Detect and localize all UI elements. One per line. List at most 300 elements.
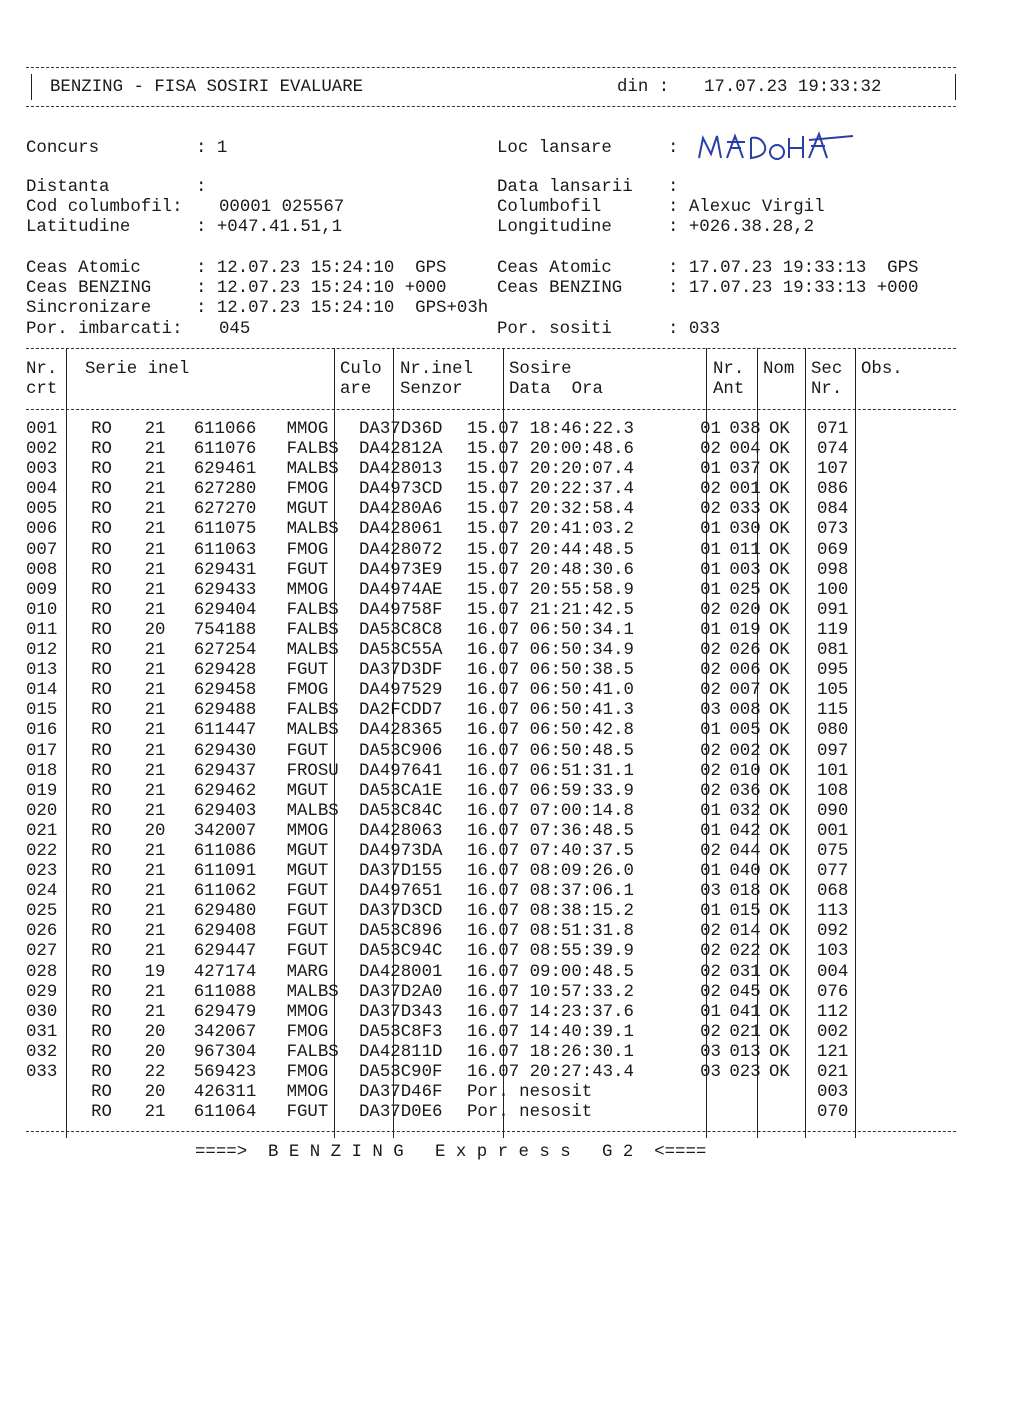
sositi-label: Por. sositi	[497, 319, 612, 339]
row-arrival: 16.07 18:26:30.1	[467, 1042, 634, 1062]
row-country: RO	[91, 661, 112, 681]
row-arrival: Por. nesosit	[467, 1083, 593, 1103]
table-row	[26, 1103, 877, 1123]
row-sensor: DA53C8F3	[359, 1022, 443, 1042]
row-arrival: 15.07 20:00:48.6	[467, 440, 634, 460]
row-color: GUT	[297, 1103, 329, 1123]
row-country: RO	[91, 540, 112, 560]
clock-left	[26, 259, 488, 340]
table-row	[26, 1083, 877, 1103]
row-year: 21	[144, 721, 166, 741]
row-sec: OK	[769, 962, 790, 982]
row-nr: 006	[26, 520, 58, 540]
row-obs: 108	[817, 781, 849, 801]
row-nom: 019	[729, 620, 761, 640]
row-sensor: DA2FCDD7	[359, 701, 443, 721]
table-row	[26, 561, 877, 581]
col-nrinel-2: Senzor	[400, 380, 463, 399]
row-nr: 005	[26, 500, 58, 520]
row-nom: 003	[729, 560, 761, 580]
row-ring: 627254	[193, 641, 257, 661]
row-ant: 01	[700, 560, 721, 580]
row-nr: 003	[26, 460, 58, 480]
row-nr: 002	[26, 440, 58, 460]
col-culoare-1: Culo	[340, 360, 382, 379]
row-arrival: 16.07 06:50:41.3	[467, 701, 634, 721]
row-ant	[671, 1083, 721, 1103]
row-nom: 014	[729, 922, 761, 942]
row-country: RO	[91, 1002, 112, 1022]
row-nr: 004	[26, 480, 58, 500]
concurs-label: Concurs	[26, 139, 100, 158]
row-sex: F	[286, 942, 297, 962]
row-year: 20	[144, 1042, 166, 1062]
row-country: RO	[91, 520, 112, 540]
row-arrival: 16.07 08:55:39.9	[467, 942, 634, 962]
col-sec-2: Nr.	[811, 380, 843, 399]
row-color: ALBS	[297, 801, 339, 821]
row-arrival: 16.07 08:38:15.2	[467, 902, 634, 922]
row-sec: OK	[769, 741, 790, 761]
row-obs: 076	[817, 982, 849, 1002]
row-nom: 018	[729, 882, 761, 902]
row-sec: OK	[769, 922, 790, 942]
row-sex: M	[286, 641, 297, 661]
row-country: RO	[91, 1042, 112, 1062]
row-ring: 629462	[193, 781, 257, 801]
row-ring: 629479	[193, 1002, 257, 1022]
row-country: RO	[91, 641, 112, 661]
row-color: GUT	[297, 942, 329, 962]
row-year: 21	[144, 1103, 166, 1123]
row-nom: 042	[729, 821, 761, 841]
ceas-atomic-right-label: Ceas Atomic	[497, 259, 612, 278]
header-left-border	[31, 74, 32, 100]
row-country: RO	[91, 801, 112, 821]
row-ant: 02	[700, 761, 721, 781]
row-nr	[26, 1103, 66, 1123]
ceas-atomic-right-value: : 17.07.23 19:33:13 GPS	[668, 259, 919, 278]
row-arrival: 15.07 20:48:30.6	[467, 560, 634, 580]
header-top-rule	[26, 67, 956, 68]
table-row	[26, 782, 877, 802]
row-ring: 611064	[193, 1103, 257, 1123]
row-sex: F	[286, 1022, 297, 1042]
row-ant: 01	[700, 902, 721, 922]
row-arrival: 16.07 08:37:06.1	[467, 882, 634, 902]
row-ring: 611063	[193, 540, 257, 560]
row-ant: 02	[700, 600, 721, 620]
row-ant: 02	[700, 641, 721, 661]
imbarcati-value: 045	[219, 319, 251, 339]
row-sex: M	[286, 520, 297, 540]
report-date: 17.07.23 19:33:32	[704, 78, 882, 97]
row-sensor: DA37D155	[359, 862, 443, 882]
report-title: BENZING - FISA SOSIRI EVALUARE	[50, 78, 364, 97]
row-nr: 033	[26, 1063, 58, 1082]
row-sensor: DA4973CD	[359, 480, 443, 500]
row-country: RO	[91, 701, 112, 721]
row-color: GUT	[297, 902, 329, 922]
row-nr: 024	[26, 882, 58, 902]
footer-banner: ====> B E N Z I N G E x p r e s s G 2 <====	[195, 1143, 707, 1162]
row-sensor: DA428365	[359, 721, 443, 741]
col-culoare-2: are	[340, 380, 372, 399]
row-ring: 629458	[193, 681, 257, 701]
row-arrival: 16.07 08:51:31.8	[467, 922, 634, 942]
row-year: 21	[144, 600, 166, 620]
loc-lansare-label: Loc lansare	[497, 139, 612, 158]
row-ring: 629447	[193, 942, 257, 962]
row-nom: 001	[729, 480, 761, 500]
row-obs: 091	[817, 600, 849, 620]
header-bottom-rule	[26, 106, 956, 107]
row-arrival: 15.07 20:32:58.4	[467, 500, 634, 520]
row-sensor: DA53C55A	[359, 641, 443, 661]
table-row	[26, 1063, 877, 1083]
row-country: RO	[91, 962, 112, 982]
row-country: RO	[91, 721, 112, 741]
table-row	[26, 882, 877, 902]
row-color: MOG	[297, 540, 329, 560]
row-sec: OK	[769, 440, 790, 460]
row-ring: 611076	[193, 440, 257, 460]
row-sensor: DA53C896	[359, 922, 443, 942]
row-country: RO	[91, 942, 112, 962]
row-sex: F	[286, 540, 297, 560]
row-color: MOG	[297, 1002, 329, 1022]
table-row	[26, 721, 877, 741]
row-ring: 611062	[193, 882, 257, 902]
row-sensor: DA42811D	[359, 1042, 443, 1062]
row-sex: F	[286, 761, 297, 781]
row-nom: 044	[729, 841, 761, 861]
row-obs: 075	[817, 841, 849, 861]
row-ant: 02	[700, 440, 721, 460]
row-nom: 002	[729, 741, 761, 761]
row-obs: 090	[817, 801, 849, 821]
row-nr: 007	[26, 540, 58, 560]
row-sec: OK	[769, 460, 790, 480]
row-color: MOG	[297, 1083, 329, 1103]
table-row	[26, 902, 877, 922]
row-nr: 023	[26, 862, 58, 882]
col-nrinel-1: Nr.inel	[400, 360, 474, 379]
row-year: 21	[144, 982, 166, 1002]
row-sec: OK	[769, 480, 790, 500]
row-ant: 01	[700, 1002, 721, 1022]
row-nom: 010	[729, 761, 761, 781]
table-row	[26, 440, 877, 460]
row-sec: OK	[769, 641, 790, 661]
row-year: 21	[144, 761, 166, 781]
row-country: RO	[91, 681, 112, 701]
loc-lansare-handwriting	[697, 128, 857, 168]
row-nom: 020	[729, 600, 761, 620]
row-sex: M	[286, 821, 297, 841]
row-obs: 092	[817, 922, 849, 942]
ceas-benzing-right-value: : 17.07.23 19:33:13 +000	[668, 279, 919, 299]
row-country: RO	[91, 1103, 112, 1123]
row-obs: 100	[817, 580, 849, 600]
col-nr-2: crt	[26, 380, 58, 399]
row-sensor: DA497529	[359, 681, 443, 701]
row-arrival: 16.07 06:50:34.9	[467, 641, 634, 661]
row-sensor: DA37D36D	[359, 420, 443, 439]
row-obs: 077	[817, 862, 849, 882]
row-sex: M	[286, 1002, 297, 1022]
row-obs: 073	[817, 520, 849, 540]
ceas-atomic-label: Ceas Atomic	[26, 259, 141, 278]
row-year: 21	[144, 560, 166, 580]
row-ant: 03	[700, 701, 721, 721]
data-lansarii-value: :	[668, 178, 679, 197]
row-arrival: 16.07 08:09:26.0	[467, 862, 634, 882]
row-sec	[769, 1083, 817, 1103]
row-ant: 02	[700, 922, 721, 942]
row-ant: 02	[700, 781, 721, 801]
row-year: 21	[144, 460, 166, 480]
cod-columbofil-value: 00001 025567	[219, 198, 345, 218]
row-sensor: DA49758F	[359, 600, 443, 620]
row-nr: 015	[26, 701, 58, 721]
row-sec: OK	[769, 841, 790, 861]
sositi-value: : 033	[668, 319, 721, 339]
row-arrival: 15.07 21:21:42.5	[467, 600, 634, 620]
ceas-benzing-value: : 12.07.23 15:24:10 +000	[196, 279, 447, 299]
row-color: MOG	[297, 821, 329, 841]
row-nom	[721, 1103, 769, 1123]
row-year: 21	[144, 801, 166, 821]
row-obs: 121	[817, 1042, 849, 1062]
row-color: GUT	[297, 922, 329, 942]
row-obs: 086	[817, 480, 849, 500]
row-sex: M	[286, 721, 297, 741]
row-nr: 025	[26, 902, 58, 922]
row-nom: 045	[729, 982, 761, 1002]
row-arrival: 15.07 20:20:07.4	[467, 460, 634, 480]
row-nom: 008	[729, 701, 761, 721]
row-nr	[26, 1083, 66, 1103]
row-year: 21	[144, 420, 166, 439]
row-sec: OK	[769, 902, 790, 922]
row-country: RO	[91, 982, 112, 1002]
row-nom: 021	[729, 1022, 761, 1042]
row-nr: 018	[26, 761, 58, 781]
row-color: MOG	[297, 681, 329, 701]
col-nom: Nom	[763, 360, 795, 379]
row-sec: OK	[769, 821, 790, 841]
row-year: 21	[144, 641, 166, 661]
table-row	[26, 701, 877, 721]
row-ring: 629488	[193, 701, 257, 721]
row-nr: 010	[26, 600, 58, 620]
table-row	[26, 1043, 877, 1063]
row-ring: 629403	[193, 801, 257, 821]
row-sensor: DA37D3CD	[359, 902, 443, 922]
row-year: 20	[144, 620, 166, 640]
row-sec	[769, 1103, 817, 1123]
row-ring: 629480	[193, 902, 257, 922]
row-sex: M	[286, 580, 297, 600]
row-sensor: DA428063	[359, 821, 443, 841]
row-ring: 629431	[193, 560, 257, 580]
row-nom: 023	[729, 1063, 761, 1082]
row-obs: 112	[817, 1002, 849, 1022]
row-sensor: DA497651	[359, 882, 443, 902]
row-ant: 01	[700, 520, 721, 540]
row-country: RO	[91, 420, 112, 439]
row-nr: 027	[26, 942, 58, 962]
row-sex: F	[286, 882, 297, 902]
row-sex: F	[286, 480, 297, 500]
row-ant: 02	[700, 480, 721, 500]
row-color: ARG	[297, 962, 329, 982]
row-ant: 02	[700, 741, 721, 761]
row-year: 21	[144, 841, 166, 861]
row-sex: F	[286, 620, 297, 640]
row-arrival: 16.07 07:00:14.8	[467, 801, 634, 821]
row-sec: OK	[769, 540, 790, 560]
row-ant: 01	[700, 580, 721, 600]
row-obs: 001	[817, 821, 849, 841]
row-sec: OK	[769, 761, 790, 781]
row-color: MOG	[297, 480, 329, 500]
row-color: ALBS	[297, 600, 339, 620]
table-row	[26, 541, 877, 561]
row-year: 21	[144, 500, 166, 520]
table-row	[26, 742, 877, 762]
row-sex: F	[286, 701, 297, 721]
row-nr: 001	[26, 420, 58, 439]
row-ring: 754188	[193, 620, 257, 640]
row-nom: 031	[729, 962, 761, 982]
row-nom: 013	[729, 1042, 761, 1062]
row-year: 21	[144, 440, 166, 460]
row-ant: 03	[700, 1042, 721, 1062]
row-obs: 080	[817, 721, 849, 741]
meta-right	[497, 178, 825, 239]
row-arrival: 16.07 06:50:34.1	[467, 620, 634, 640]
row-country: RO	[91, 821, 112, 841]
row-country: RO	[91, 741, 112, 761]
row-arrival: 16.07 06:50:48.5	[467, 741, 634, 761]
row-country: RO	[91, 761, 112, 781]
row-sensor: DA37D343	[359, 1002, 443, 1022]
row-nr: 032	[26, 1042, 58, 1062]
row-year: 19	[144, 962, 166, 982]
row-color: ALBS	[297, 701, 339, 721]
row-nom: 026	[729, 641, 761, 661]
row-arrival: 16.07 14:23:37.6	[467, 1002, 634, 1022]
col-nr-1: Nr.	[26, 360, 58, 379]
row-color: ALBS	[297, 440, 339, 460]
row-nr: 029	[26, 982, 58, 1002]
row-country: RO	[91, 841, 112, 861]
row-sec: OK	[769, 781, 790, 801]
imbarcati-label: Por. imbarcati:	[26, 319, 183, 339]
row-sec: OK	[769, 801, 790, 821]
row-arrival: Por. nesosit	[467, 1103, 593, 1123]
cod-columbofil-label: Cod columbofil:	[26, 198, 183, 218]
row-sex: M	[286, 460, 297, 480]
table-row	[26, 601, 877, 621]
table-row	[26, 862, 877, 882]
row-ring: 611091	[193, 862, 257, 882]
concurs-value: : 1	[196, 139, 228, 158]
row-country: RO	[91, 460, 112, 480]
clock-right	[497, 259, 918, 340]
row-obs: 113	[817, 902, 849, 922]
row-sex: M	[286, 841, 297, 861]
columbofil-label: Columbofil	[497, 198, 602, 218]
row-nom: 007	[729, 681, 761, 701]
row-sex: F	[286, 1103, 297, 1123]
row-arrival: 15.07 18:46:22.3	[467, 420, 634, 439]
row-color: ALBS	[297, 460, 339, 480]
row-ant: 03	[700, 882, 721, 902]
row-arrival: 16.07 07:40:37.5	[467, 841, 634, 861]
row-year: 20	[144, 1083, 166, 1103]
row-obs: 103	[817, 942, 849, 962]
row-year: 21	[144, 922, 166, 942]
row-nr: 008	[26, 560, 58, 580]
row-ring: 426311	[193, 1083, 257, 1103]
row-ring: 967304	[193, 1042, 257, 1062]
row-ant: 02	[700, 1022, 721, 1042]
sincronizare-value: : 12.07.23 15:24:10 GPS+03h	[196, 299, 489, 319]
row-year: 21	[144, 1002, 166, 1022]
row-sec: OK	[769, 982, 790, 1002]
sincronizare-label: Sincronizare	[26, 299, 152, 319]
col-serie-inel: Serie inel	[85, 360, 190, 379]
row-arrival: 15.07 20:22:37.4	[467, 480, 634, 500]
table-row	[26, 963, 877, 983]
row-sec: OK	[769, 500, 790, 520]
row-color: GUT	[297, 781, 329, 801]
row-nom: 040	[729, 862, 761, 882]
row-color: MOG	[297, 420, 329, 439]
row-country: RO	[91, 902, 112, 922]
row-nr: 022	[26, 841, 58, 861]
longitudine-value: : +026.38.28,2	[668, 218, 815, 238]
ceas-atomic-value: : 12.07.23 15:24:10 GPS	[196, 259, 447, 278]
row-color: ALBS	[297, 520, 339, 540]
col-ant-2: Ant	[713, 380, 745, 399]
row-color: MOG	[297, 1063, 329, 1082]
col-obs: Obs.	[861, 360, 903, 379]
row-arrival: 16.07 06:50:41.0	[467, 681, 634, 701]
row-nom: 033	[729, 500, 761, 520]
row-obs: 071	[817, 420, 849, 439]
col-ant-1: Nr.	[713, 360, 745, 379]
row-arrival: 15.07 20:41:03.2	[467, 520, 634, 540]
row-year: 21	[144, 862, 166, 882]
row-sex: F	[286, 600, 297, 620]
row-obs: 084	[817, 500, 849, 520]
row-color: GUT	[297, 862, 329, 882]
row-sensor: DA428013	[359, 460, 443, 480]
row-arrival: 16.07 10:57:33.2	[467, 982, 634, 1002]
row-sec: OK	[769, 862, 790, 882]
row-color: ALBS	[297, 1042, 339, 1062]
row-country: RO	[91, 862, 112, 882]
row-nr: 021	[26, 821, 58, 841]
row-nom: 015	[729, 902, 761, 922]
row-ring: 627270	[193, 500, 257, 520]
row-sex: F	[286, 922, 297, 942]
row-nr: 017	[26, 741, 58, 761]
